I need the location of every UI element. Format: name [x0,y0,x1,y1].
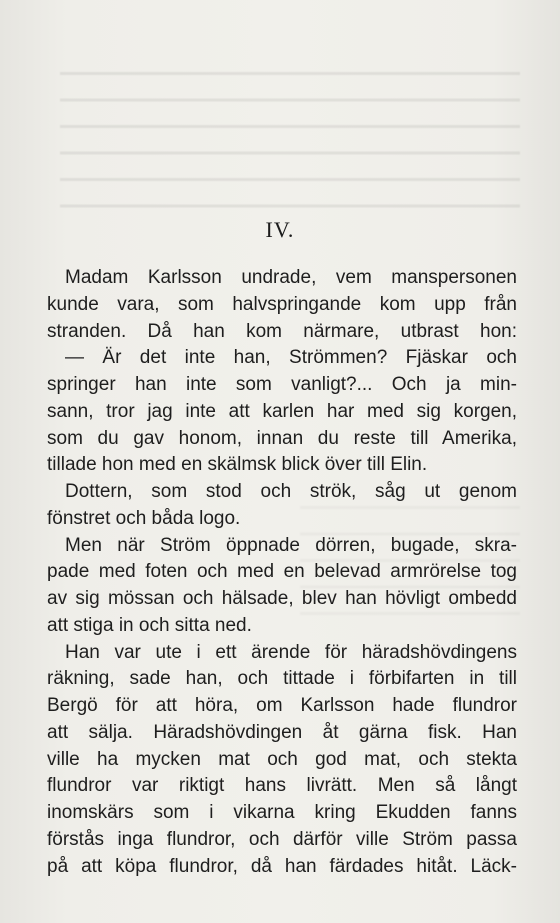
body-line: Madam Karlsson undrade, vem manspersonen [65,267,517,288]
body-line: att sälja. Häradshövdingen åt gärna fisk. Han [47,721,517,743]
body-line: som du gav honom, innan du reste till Amerika, [47,427,517,449]
body-line: Han var ute i ett ärende för häradshövdingens [65,641,517,663]
body-line: förstås inga flundror, och därför ville Ström passa [47,828,517,850]
body-line: av sig mössan och hälsade, blev han hövligt ombedd [47,588,517,609]
body-text [47,265,517,880]
show-through-bleed [60,58,520,208]
body-line: pade med foten och med en belevad armrörelse tog [47,561,517,583]
body-line: Men när Ström öppnade dörren, bugade, skra- [65,534,517,556]
body-line: inomskärs som i vikarna kring Ekudden fanns [47,802,517,823]
body-line: Dottern, som stod och strök, såg ut genom [65,481,517,502]
body-line: tillade hon med en skälmsk blick över till Elin. [47,454,428,476]
body-line: — Är det inte han, Strömmen? Fjäskar och [65,347,517,369]
body-line: räkning, sade han, och tittade i förbifarten in till [47,668,517,690]
body-line: fönstret och båda logo. [47,507,241,529]
body-line: flundror var riktigt hans livrätt. Men så långt [47,775,517,797]
body-line: att stiga in och sitta ned. [47,614,252,636]
chapter-heading: IV. [265,217,295,242]
body-line: sann, tror jag inte att karlen har med sig korgen, [47,400,517,422]
body-line: ville ha mycken mat och god mat, och stekta [47,748,517,770]
body-line: springer han inte som vanligt?... Och ja min- [47,374,517,395]
body-line: Bergö för att höra, om Karlsson hade flundror [47,695,517,716]
body-line: stranden. Då han kom närmare, utbrast hon: [47,320,517,342]
body-line: kunde vara, som halvspringande kom upp från [47,293,517,315]
body-line: på att köpa flundror, då han färdades hitåt. Läck- [47,855,517,877]
